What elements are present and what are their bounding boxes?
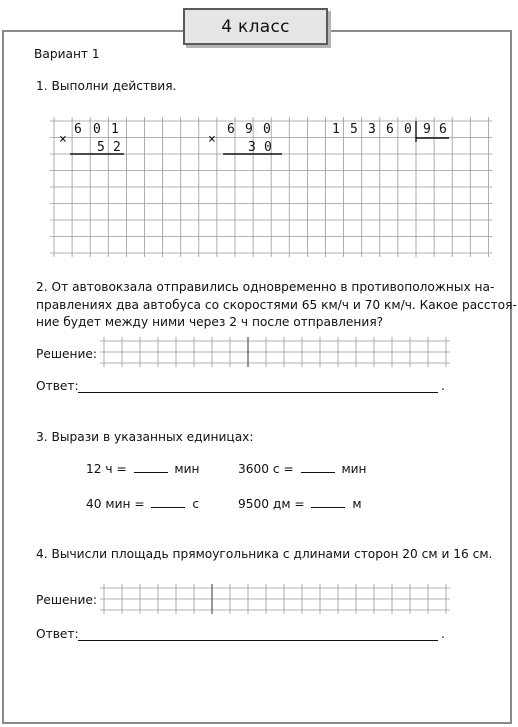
digit-a-bottom-1: 5: [97, 140, 105, 155]
task3-item-3-left: 40 мин =: [86, 497, 145, 511]
task1-title: 1. Выполни действия.: [36, 79, 177, 93]
task2-answer-line[interactable]: [78, 392, 438, 393]
task3-item-1-left: 12 ч =: [86, 462, 127, 476]
digit-a-top-1: 6: [74, 122, 82, 137]
example-a: [59, 122, 124, 155]
task4-answer-line[interactable]: [78, 640, 438, 641]
mult-sign-a: ×: [59, 132, 67, 147]
task2-solution-label: Решение:: [36, 347, 97, 361]
task2-line-1: 2. От автовокзала отправились одновременно в противоположных на-: [36, 280, 495, 294]
digit-a-top-3: 1: [111, 122, 119, 137]
task3-item-3: [86, 496, 199, 513]
task3-item-1-right: мин: [174, 462, 200, 476]
task3-item-2: [238, 461, 367, 478]
digit-c-dividend-1: 1: [332, 122, 340, 137]
digit-c-dividend-4: 6: [386, 122, 394, 137]
digit-b-bottom-1: 3: [248, 140, 256, 155]
task4-title: 4. Вычисли площадь прямоугольника с длинами сторон 20 см и 16 см.: [36, 547, 493, 561]
task2-answer-label: Ответ:: [36, 379, 79, 393]
digit-c-dividend-2: 5: [350, 122, 358, 137]
task3-item-3-blank[interactable]: [151, 507, 185, 508]
digit-c-dividend-3: 3: [368, 122, 376, 137]
digit-a-bottom-2: 2: [113, 140, 121, 155]
digit-b-top-1: 6: [227, 122, 235, 137]
task3-item-4: [238, 496, 362, 513]
task2-line-3: ние будет между ними через 2 ч после отправления?: [36, 315, 384, 329]
task3-item-2-left: 3600 с =: [238, 462, 294, 476]
task4-answer-label: Ответ:: [36, 627, 79, 641]
task3-item-4-blank[interactable]: [311, 507, 345, 508]
task3-item-2-blank[interactable]: [301, 472, 335, 473]
digit-c-divisor-2: 6: [439, 122, 447, 137]
task2-line-2: правлениях два автобуса со скоростями 65 км/ч и 70 км/ч. Какое расстоя-: [36, 297, 517, 312]
task2-answer-dot: .: [441, 379, 445, 393]
task3-item-3-right: с: [192, 497, 200, 511]
grade-label: 4 класс: [221, 16, 290, 37]
example-c: [332, 121, 449, 142]
task3-item-4-left: 9500 дм =: [238, 497, 305, 511]
task2-text: [36, 279, 517, 332]
task4-solution-label: Решение:: [36, 593, 97, 607]
task3-item-1-blank[interactable]: [134, 472, 168, 473]
mult-sign-b: ×: [208, 132, 216, 147]
digit-b-top-3: 0: [263, 122, 271, 137]
variant-label: Вариант 1: [34, 47, 100, 61]
task4-answer-dot: .: [441, 627, 445, 641]
digit-c-dividend-5: 0: [404, 122, 412, 137]
task3-item-4-right: м: [352, 497, 362, 511]
task3-item-1: [86, 461, 200, 478]
digit-a-top-2: 0: [93, 122, 101, 137]
digit-b-bottom-2: 0: [264, 140, 272, 155]
digit-b-top-2: 9: [245, 122, 253, 137]
task3-item-2-right: мин: [341, 462, 367, 476]
task3-title: 3. Вырази в указанных единицах:: [36, 430, 254, 444]
digit-c-divisor-1: 9: [423, 122, 431, 137]
